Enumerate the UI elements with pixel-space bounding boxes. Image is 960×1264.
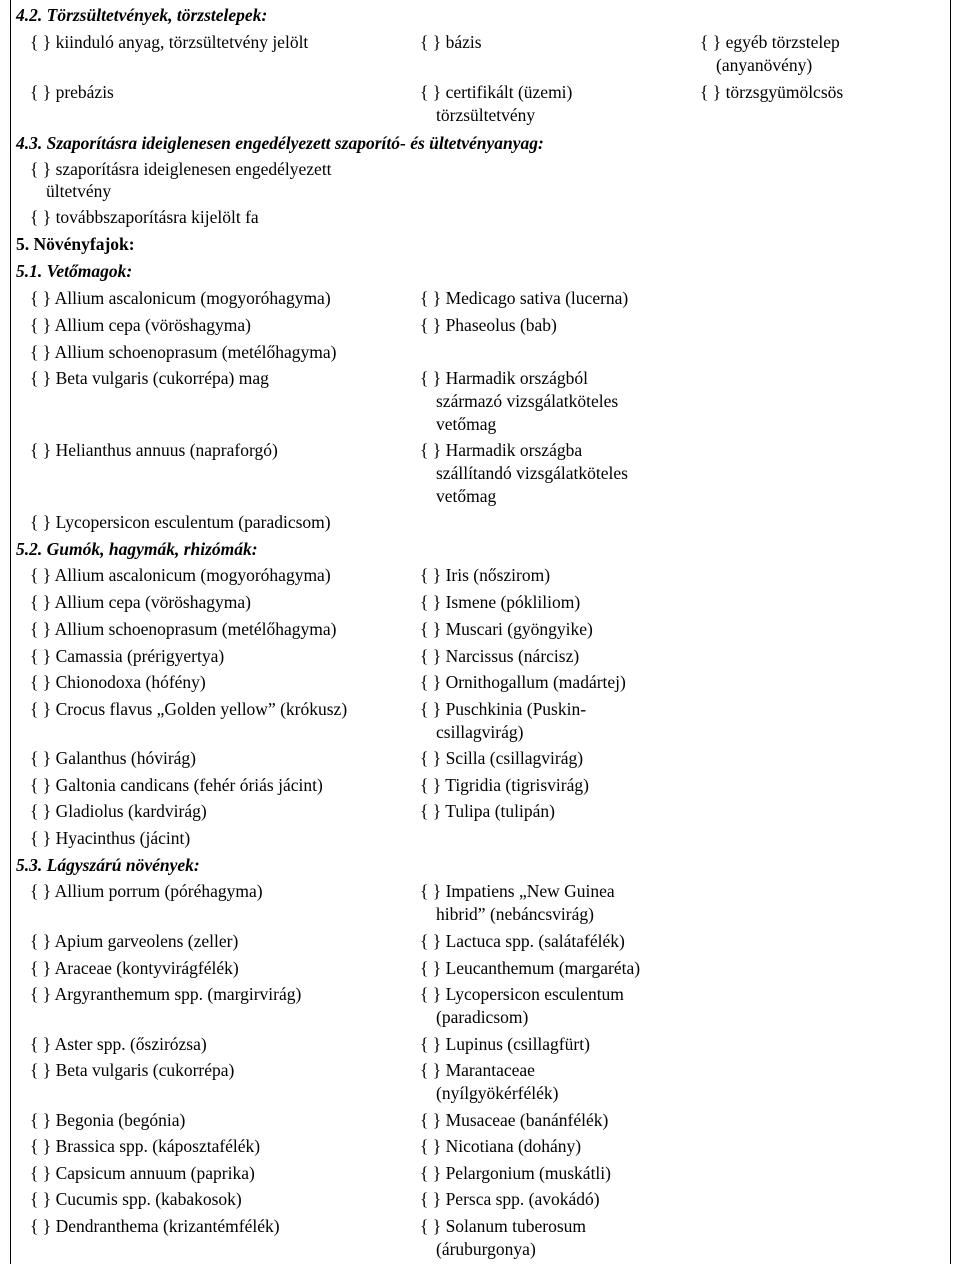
option-52-r2[interactable] [420, 618, 593, 641]
option-label: Ornithogallum (madártej) [445, 672, 626, 692]
checkbox[interactable]: { } [420, 775, 442, 795]
checkbox[interactable]: { } [420, 881, 442, 901]
option-label: egyéb törzstelep [725, 32, 840, 52]
checkbox[interactable]: { } [30, 699, 52, 719]
section-heading-4-3: 4.3. Szaporításra ideiglenesen engedélyezett szaporító- és ültetvényanyag: [16, 133, 544, 153]
option-52-l0[interactable] [30, 564, 331, 587]
option-label: Chionodoxa (hófény) [55, 672, 206, 692]
option-label: bázis [445, 32, 482, 52]
option-52-r8[interactable] [420, 800, 555, 823]
checkbox[interactable]: { } [700, 32, 722, 52]
option-53-l0[interactable] [30, 880, 263, 903]
option-label: Medicago sativa (lucerna) [445, 288, 629, 308]
option-53-r8[interactable] [420, 1162, 611, 1185]
option-label: Argyranthemum spp. (margirvirág) [54, 984, 302, 1004]
option-53-r2[interactable] [420, 957, 640, 980]
checkbox[interactable]: { } [420, 984, 442, 1004]
option-label: Pelargonium (muskátli) [445, 1163, 611, 1183]
page-border-left [10, 0, 11, 1264]
option-53-r1[interactable] [420, 930, 625, 953]
checkbox[interactable]: { } [30, 958, 52, 978]
checkbox[interactable]: { } [30, 32, 52, 52]
option-label: Cucumis spp. (kabakosok) [55, 1189, 242, 1209]
option-label: Lupinus (csillagfürt) [445, 1034, 590, 1054]
option-label: Scilla (csillagvirág) [445, 748, 584, 768]
option-label: kiinduló anyag, törzsültetvény jelölt [55, 32, 309, 52]
option-51-l0[interactable] [30, 287, 331, 310]
option-52-r5[interactable] [420, 698, 586, 721]
option-51-l5[interactable] [30, 511, 331, 534]
option-label: Allium schoenoprasum (metélőhagyma) [54, 342, 337, 362]
checkbox[interactable]: { } [30, 619, 52, 639]
option-label: Leucanthemum (margaréta) [445, 958, 641, 978]
option-label: Tulipa (tulipán) [445, 801, 555, 821]
checkbox[interactable]: { } [420, 1216, 442, 1236]
option-label: Muscari (gyöngyike) [445, 619, 593, 639]
option-bazis[interactable] [420, 31, 482, 54]
section-heading-5-1: 5.1. Vetőmagok: [16, 261, 133, 281]
checkbox[interactable]: { } [30, 775, 52, 795]
option-label: Lactuca spp. (salátafélék) [445, 931, 625, 951]
option-52-r0[interactable] [420, 564, 550, 587]
option-52-l5[interactable] [30, 698, 347, 721]
checkbox[interactable]: { } [30, 646, 52, 666]
option-label: Nicotiana (dohány) [445, 1136, 582, 1156]
option-label-continuation: ültetvény [46, 181, 112, 201]
option-52-l4[interactable] [30, 671, 206, 694]
option-torzsgyumolcsos[interactable] [700, 81, 843, 104]
option-53-r6[interactable] [420, 1109, 608, 1132]
option-label-continuation: szállítandó vizsgálatköteles [436, 463, 628, 483]
checkbox[interactable]: { } [30, 984, 52, 1004]
option-label: prebázis [55, 82, 114, 102]
checkbox[interactable]: { } [420, 440, 442, 460]
option-51-l1[interactable] [30, 314, 251, 337]
option-label-continuation: származó vizsgálatköteles [436, 391, 619, 411]
option-51-l3[interactable] [30, 367, 269, 390]
option-53-r4[interactable] [420, 1033, 590, 1056]
checkbox[interactable]: { } [420, 619, 442, 639]
option-label: Musaceae (banánfélék) [445, 1110, 609, 1130]
section-heading-5: 5. Növényfajok: [16, 234, 135, 254]
checkbox[interactable]: { } [420, 1189, 442, 1209]
option-label: továbbszaporításra kijelölt fa [55, 207, 259, 227]
option-label: Allium schoenoprasum (metélőhagyma) [54, 619, 337, 639]
option-label: Gladiolus (kardvirág) [55, 801, 207, 821]
checkbox[interactable]: { } [420, 1163, 442, 1183]
option-label: Crocus flavus „Golden yellow” (krókusz) [55, 699, 348, 719]
option-label: Lycopersicon esculentum (paradicsom) [55, 512, 331, 532]
option-53-r0[interactable] [420, 880, 615, 903]
checkbox[interactable]: { } [30, 1034, 52, 1054]
option-label: Puschkinia (Puskin- [445, 699, 587, 719]
checkbox[interactable]: { } [420, 958, 442, 978]
option-prebazis[interactable] [30, 81, 114, 104]
option-label: certifikált (üzemi) [445, 82, 573, 102]
option-52-l2[interactable] [30, 618, 336, 641]
option-52-l6[interactable] [30, 747, 196, 770]
option-label: Begonia (begónia) [55, 1110, 186, 1130]
checkbox[interactable]: { } [30, 207, 52, 227]
option-label: Araceae (kontyvirágfélék) [54, 958, 239, 978]
checkbox[interactable]: { } [30, 1060, 52, 1080]
option-51-r0[interactable] [420, 287, 628, 310]
checkbox[interactable]: { } [420, 748, 442, 768]
option-label: Allium cepa (vöröshagyma) [54, 315, 251, 335]
option-label: törzsgyümölcsös [725, 82, 844, 102]
checkbox[interactable]: { } [420, 801, 442, 821]
option-52-l9[interactable] [30, 827, 190, 850]
option-53-l9[interactable] [30, 1188, 242, 1211]
checkbox[interactable]: { } [30, 342, 52, 362]
option-label: Camassia (prérigyertya) [55, 646, 225, 666]
option-egyeb-torzstelep[interactable] [700, 31, 840, 54]
option-label: Solanum tuberosum [445, 1216, 587, 1236]
option-label: Helianthus annuus (napraforgó) [55, 440, 278, 460]
section-heading-4-2: 4.2. Törzsültetvények, törzstelepek: [16, 5, 268, 25]
option-label-continuation: törzsültetvény [436, 105, 536, 125]
option-53-l4[interactable] [30, 1033, 207, 1056]
checkbox[interactable]: { } [420, 699, 442, 719]
option-label: Ismene (pókliliom) [445, 592, 581, 612]
option-51-r1[interactable] [420, 314, 557, 337]
option-53-r3[interactable] [420, 983, 624, 1006]
checkbox[interactable]: { } [420, 32, 442, 52]
checkbox[interactable]: { } [420, 1060, 442, 1080]
checkbox[interactable]: { } [420, 1110, 442, 1130]
checkbox[interactable]: { } [30, 1136, 52, 1156]
checkbox[interactable]: { } [30, 368, 52, 388]
option-53-l10[interactable] [30, 1215, 280, 1238]
option-52-l1[interactable] [30, 591, 251, 614]
section-heading-5-3: 5.3. Lágyszárú növények: [16, 855, 200, 875]
checkbox[interactable]: { } [30, 512, 52, 532]
checkbox[interactable]: { } [30, 1189, 52, 1209]
option-53-r10[interactable] [420, 1215, 586, 1238]
option-53-r9[interactable] [420, 1188, 600, 1211]
checkbox[interactable]: { } [30, 565, 52, 585]
option-label: Persca spp. (avokádó) [445, 1189, 600, 1209]
option-53-l5[interactable] [30, 1059, 234, 1082]
option-label: Beta vulgaris (cukorrépa) mag [55, 368, 269, 388]
checkbox[interactable]: { } [420, 672, 442, 692]
option-label: Marantaceae [445, 1060, 535, 1080]
option-label: Brassica spp. (káposztafélék) [55, 1136, 261, 1156]
checkbox[interactable]: { } [420, 931, 442, 951]
checkbox[interactable]: { } [30, 440, 52, 460]
option-52-r4[interactable] [420, 671, 626, 694]
option-52-r7[interactable] [420, 774, 589, 797]
option-label-continuation: csillagvirág) [436, 722, 524, 742]
checkbox[interactable]: { } [30, 748, 52, 768]
option-53-l2[interactable] [30, 957, 239, 980]
option-label: Aster spp. (őszirózsa) [54, 1034, 207, 1054]
option-51-r3[interactable] [420, 439, 582, 462]
checkbox[interactable]: { } [420, 592, 442, 612]
checkbox[interactable]: { } [420, 1136, 442, 1156]
option-label: szaporításra ideiglenesen engedélyezett [55, 159, 332, 179]
option-label-continuation: (paradicsom) [436, 1007, 529, 1027]
option-label: Allium porrum (póréhagyma) [54, 881, 263, 901]
option-label: Beta vulgaris (cukorrépa) [55, 1060, 235, 1080]
option-label: Harmadik országba [445, 440, 583, 460]
checkbox[interactable]: { } [30, 592, 52, 612]
checkbox[interactable]: { } [420, 646, 442, 666]
option-label-continuation: (nyílgyökérfélék) [436, 1083, 559, 1103]
option-52-l7[interactable] [30, 774, 323, 797]
option-51-r2[interactable] [420, 367, 588, 390]
checkbox[interactable]: { } [30, 801, 52, 821]
page-border-right [950, 0, 951, 1264]
option-label: Tigridia (tigrisvirág) [445, 775, 589, 795]
option-label: Dendranthema (krizantémfélék) [55, 1216, 280, 1236]
option-label: Allium ascalonicum (mogyoróhagyma) [54, 288, 331, 308]
option-52-r1[interactable] [420, 591, 580, 614]
option-label: Impatiens „New Guinea [445, 881, 615, 901]
option-certifikalt[interactable] [420, 81, 572, 104]
checkbox[interactable]: { } [420, 82, 442, 102]
option-label: Narcissus (nárcisz) [445, 646, 580, 666]
checkbox[interactable]: { } [700, 82, 722, 102]
section-heading-5-2: 5.2. Gumók, hagymák, rhizómák: [16, 539, 258, 559]
option-52-r3[interactable] [420, 645, 579, 668]
option-label-continuation: (áruburgonya) [436, 1239, 536, 1259]
checkbox[interactable]: { } [30, 315, 52, 335]
checkbox[interactable]: { } [420, 565, 442, 585]
option-label-continuation: vetőmag [436, 486, 497, 506]
checkbox[interactable]: { } [420, 1034, 442, 1054]
checkbox[interactable]: { } [30, 288, 52, 308]
checkbox[interactable]: { } [420, 288, 442, 308]
option-53-l6[interactable] [30, 1109, 185, 1132]
option-label: Phaseolus (bab) [445, 315, 557, 335]
checkbox[interactable]: { } [30, 82, 52, 102]
checkbox[interactable]: { } [420, 368, 442, 388]
checkbox[interactable]: { } [30, 159, 52, 179]
option-53-l7[interactable] [30, 1135, 260, 1158]
option-53-l1[interactable] [30, 930, 238, 953]
option-53-l8[interactable] [30, 1162, 255, 1185]
option-label: Allium ascalonicum (mogyoróhagyma) [54, 565, 331, 585]
checkbox[interactable]: { } [30, 881, 52, 901]
checkbox[interactable]: { } [30, 1110, 52, 1130]
option-label: Galanthus (hóvirág) [55, 748, 197, 768]
option-52-l8[interactable] [30, 800, 207, 823]
checkbox[interactable]: { } [30, 828, 52, 848]
option-51-l2[interactable] [30, 341, 336, 364]
option-label: Hyacinthus (jácint) [55, 828, 191, 848]
option-52-l3[interactable] [30, 645, 224, 668]
option-kiindulo-anyag[interactable] [30, 31, 308, 54]
option-53-r7[interactable] [420, 1135, 581, 1158]
option-label-continuation: hibrid” (nebáncsvirág) [436, 904, 594, 924]
option-tovabbszaporitasra[interactable] [30, 206, 259, 229]
checkbox[interactable]: { } [30, 931, 52, 951]
option-53-l3[interactable] [30, 983, 301, 1006]
option-52-r6[interactable] [420, 747, 583, 770]
option-label-continuation: (anyanövény) [716, 55, 813, 75]
option-label: Allium cepa (vöröshagyma) [54, 592, 251, 612]
checkbox[interactable]: { } [420, 315, 442, 335]
option-label: Harmadik országból [445, 368, 588, 388]
option-53-r5[interactable] [420, 1059, 535, 1082]
option-label: Galtonia candicans (fehér óriás jácint) [55, 775, 323, 795]
checkbox[interactable]: { } [30, 672, 52, 692]
option-label: Capsicum annuum (paprika) [55, 1163, 255, 1183]
option-label: Lycopersicon esculentum [445, 984, 624, 1004]
option-51-l4[interactable] [30, 439, 278, 462]
checkbox[interactable]: { } [30, 1216, 52, 1236]
option-ideiglenes-ultetveny[interactable] [30, 158, 332, 181]
option-label: Apium garveolens (zeller) [54, 931, 239, 951]
option-label-continuation: vetőmag [436, 414, 497, 434]
option-label: Iris (nőszirom) [445, 565, 551, 585]
checkbox[interactable]: { } [30, 1163, 52, 1183]
